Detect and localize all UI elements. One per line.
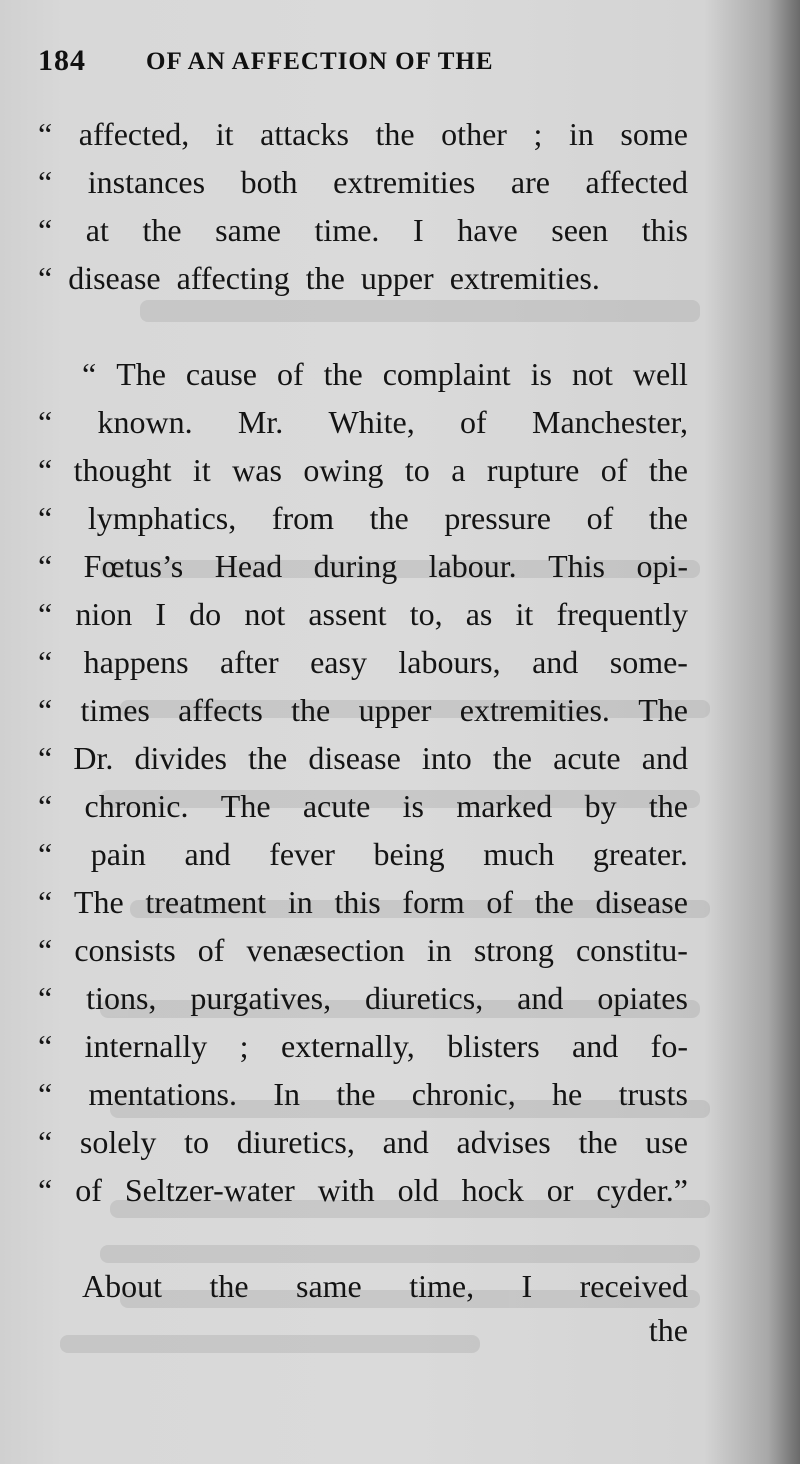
text-line: “ The cause of the complaint is not well xyxy=(82,356,688,392)
text-line: “ The treatment in this form of the disease xyxy=(38,884,688,920)
paragraph-3 xyxy=(38,1262,688,1310)
text-line: “ internally ; externally, blisters and fo- xyxy=(38,1028,688,1064)
catchword: the xyxy=(648,1312,688,1348)
paragraph-gap xyxy=(38,302,688,350)
text-line: “ chronic. The acute is marked by the xyxy=(38,788,688,824)
text-line: “ lymphatics, from the pressure of the xyxy=(38,500,688,536)
text-line: “ thought it was owing to a rupture of the xyxy=(38,452,688,488)
page-header xyxy=(38,44,658,84)
text-line: “ nion I do not assent to, as it frequently xyxy=(38,596,688,632)
text-line: “ of Seltzer-water with old hock or cyder.” xyxy=(38,1172,688,1208)
text-line: “ Fœtus’s Head during labour. This opi- xyxy=(38,548,688,584)
running-head: OF AN AFFECTION OF THE xyxy=(146,48,494,75)
text-line: “ disease affecting the upper extremities. xyxy=(38,260,600,296)
text-line: “ known. Mr. White, of Manchester, xyxy=(38,404,688,440)
text-line: “ instances both extremities are affected xyxy=(38,164,688,200)
text-line: “ affected, it attacks the other ; in some xyxy=(38,116,688,152)
body-text xyxy=(38,110,688,1310)
text-line: “ happens after easy labours, and some- xyxy=(38,644,688,680)
paragraph-1 xyxy=(38,110,688,302)
text-line: “ consists of venæsection in strong constitu- xyxy=(38,932,688,968)
paragraph-gap xyxy=(38,1214,688,1262)
text-line: “ tions, purgatives, diuretics, and opiates xyxy=(38,980,688,1016)
text-line: “ solely to diuretics, and advises the use xyxy=(38,1124,688,1160)
text-line: “ pain and fever being much greater. xyxy=(38,836,688,872)
paragraph-2 xyxy=(38,350,688,1214)
text-line: “ times affects the upper extremities. The xyxy=(38,692,688,728)
text-line: “ mentations. In the chronic, he trusts xyxy=(38,1076,688,1112)
page-number: 184 xyxy=(38,44,86,77)
text-line: “ Dr. divides the disease into the acute and xyxy=(38,740,688,776)
text-line: “ at the same time. I have seen this xyxy=(38,212,688,248)
text-line: About the same time, I received xyxy=(82,1268,688,1304)
